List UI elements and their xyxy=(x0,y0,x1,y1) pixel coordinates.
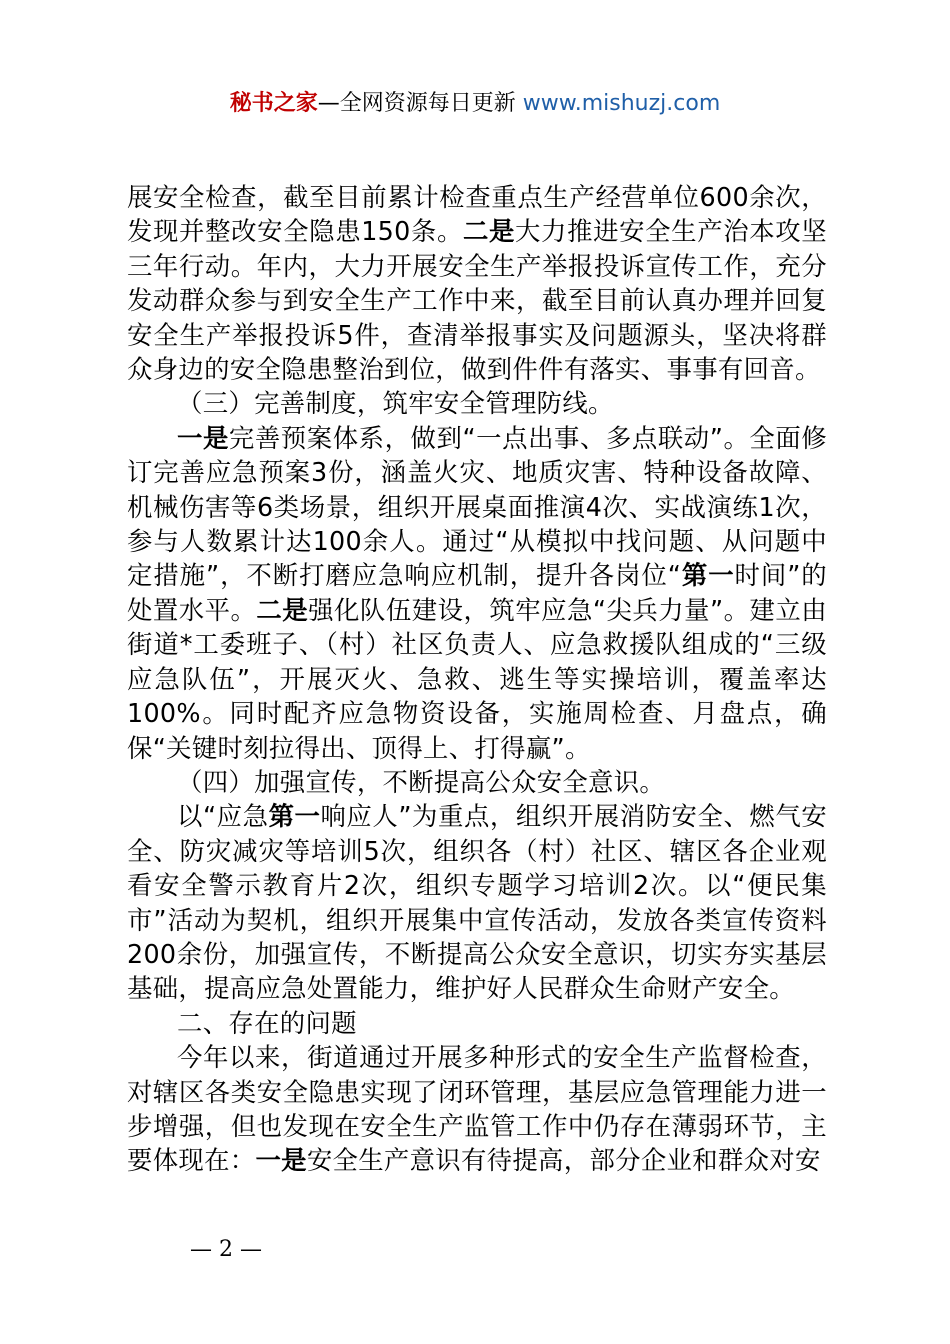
section-heading xyxy=(127,765,827,799)
text-segment: 今年以来，街道通过开展多种形式的安全生产监督检查，对辖区各类安全隐患实现了闭环管理，基层应急管理能力进一步增强，但也发现在安全生产监管工作中仍存在薄弱环节，主要体现在： xyxy=(127,1042,827,1176)
text-segment: 以“应急 xyxy=(177,801,269,832)
text-segment: 大力推进安全生产治本攻坚三年行动。年内，大力开展安全生产举报投诉宣传工作，充分发动群众参与到安全生产工作中来，截至目前认真办理并回复安全生产举报投诉5件，查清举报事实及问题源头，坚决将群众身边的安全隐患整治到位，做到件件有落实、事事有回音。 xyxy=(127,216,827,385)
page-number: — 2 — xyxy=(190,1237,262,1262)
section-heading xyxy=(127,1006,827,1040)
text-segment: 二、存在的问题 xyxy=(177,1007,357,1038)
text-segment: 响应人”为重点，组织开展消防安全、燃气安全、防灾减灾等培训5次，组织各（村）社区、辖区各企业观看安全警示教育片2次，组织专题学习培训2次。以“便民集市”活动为契机，组织开展集中宣传活动，发放各类宣传资料200余份，加强宣传，不断提高公众安全意识，切实夯实基层基础，提高应急处置能力，维护好人民群众生命财产安全。 xyxy=(127,801,828,1004)
site-url[interactable]: www.mishuzj.com xyxy=(522,91,721,116)
text-segment: 时间”的处置水平。 xyxy=(127,560,827,625)
text-segment: （四）加强宣传，不断提高公众安全意识。 xyxy=(177,766,666,797)
document-body xyxy=(127,180,827,1178)
bold-marker: 二是 xyxy=(462,216,516,247)
site-header xyxy=(0,86,950,122)
paragraph xyxy=(127,180,827,386)
text-segment: 完善预案体系，做到“一点出事、多点联动”。全面修订完善应急预案3份，涵盖火灾、地质灾害、特种设备故障、机械伤害等6类场景，组织开展桌面推演4次、实战演练1次，参与人数累计达100余人。通过“从模拟中找问题、从问题中定措施”，不断打磨应急响应机制，提升各岗位“ xyxy=(127,422,827,591)
text-segment: 展安全检查，截至目前累计检查重点生产经营单位600余次，发现并整改安全隐患150条。 xyxy=(127,182,827,247)
bold-marker: 一是 xyxy=(255,1145,307,1176)
text-segment: （三）完善制度，筑牢安全管理防线。 xyxy=(177,388,614,419)
bold-marker: 第一 xyxy=(268,801,321,832)
brand-name: 秘书之家 xyxy=(229,91,318,116)
header-tagline: —全网资源每日更新 xyxy=(317,91,523,116)
text-segment: 强化队伍建设，筑牢应急“尖兵力量”。建立由街道*工委班子、（村）社区负责人、应急救援队组成的“三级应急队伍”，开展灭火、急救、逃生等实操培训，覆盖率达100%。同时配齐应急物资设备，实施周检查、月盘点，确保“关键时刻拉得出、顶得上、打得赢”。 xyxy=(127,594,827,763)
paragraph xyxy=(127,799,827,1005)
bold-marker: 一是 xyxy=(177,422,229,453)
section-heading xyxy=(127,386,827,420)
paragraph xyxy=(127,421,827,765)
bold-marker: 二是 xyxy=(256,594,309,625)
paragraph xyxy=(127,1040,827,1178)
text-segment: 安全生产意识有待提高，部分企业和群众对安 xyxy=(306,1145,821,1176)
bold-marker: 第一 xyxy=(681,560,735,591)
